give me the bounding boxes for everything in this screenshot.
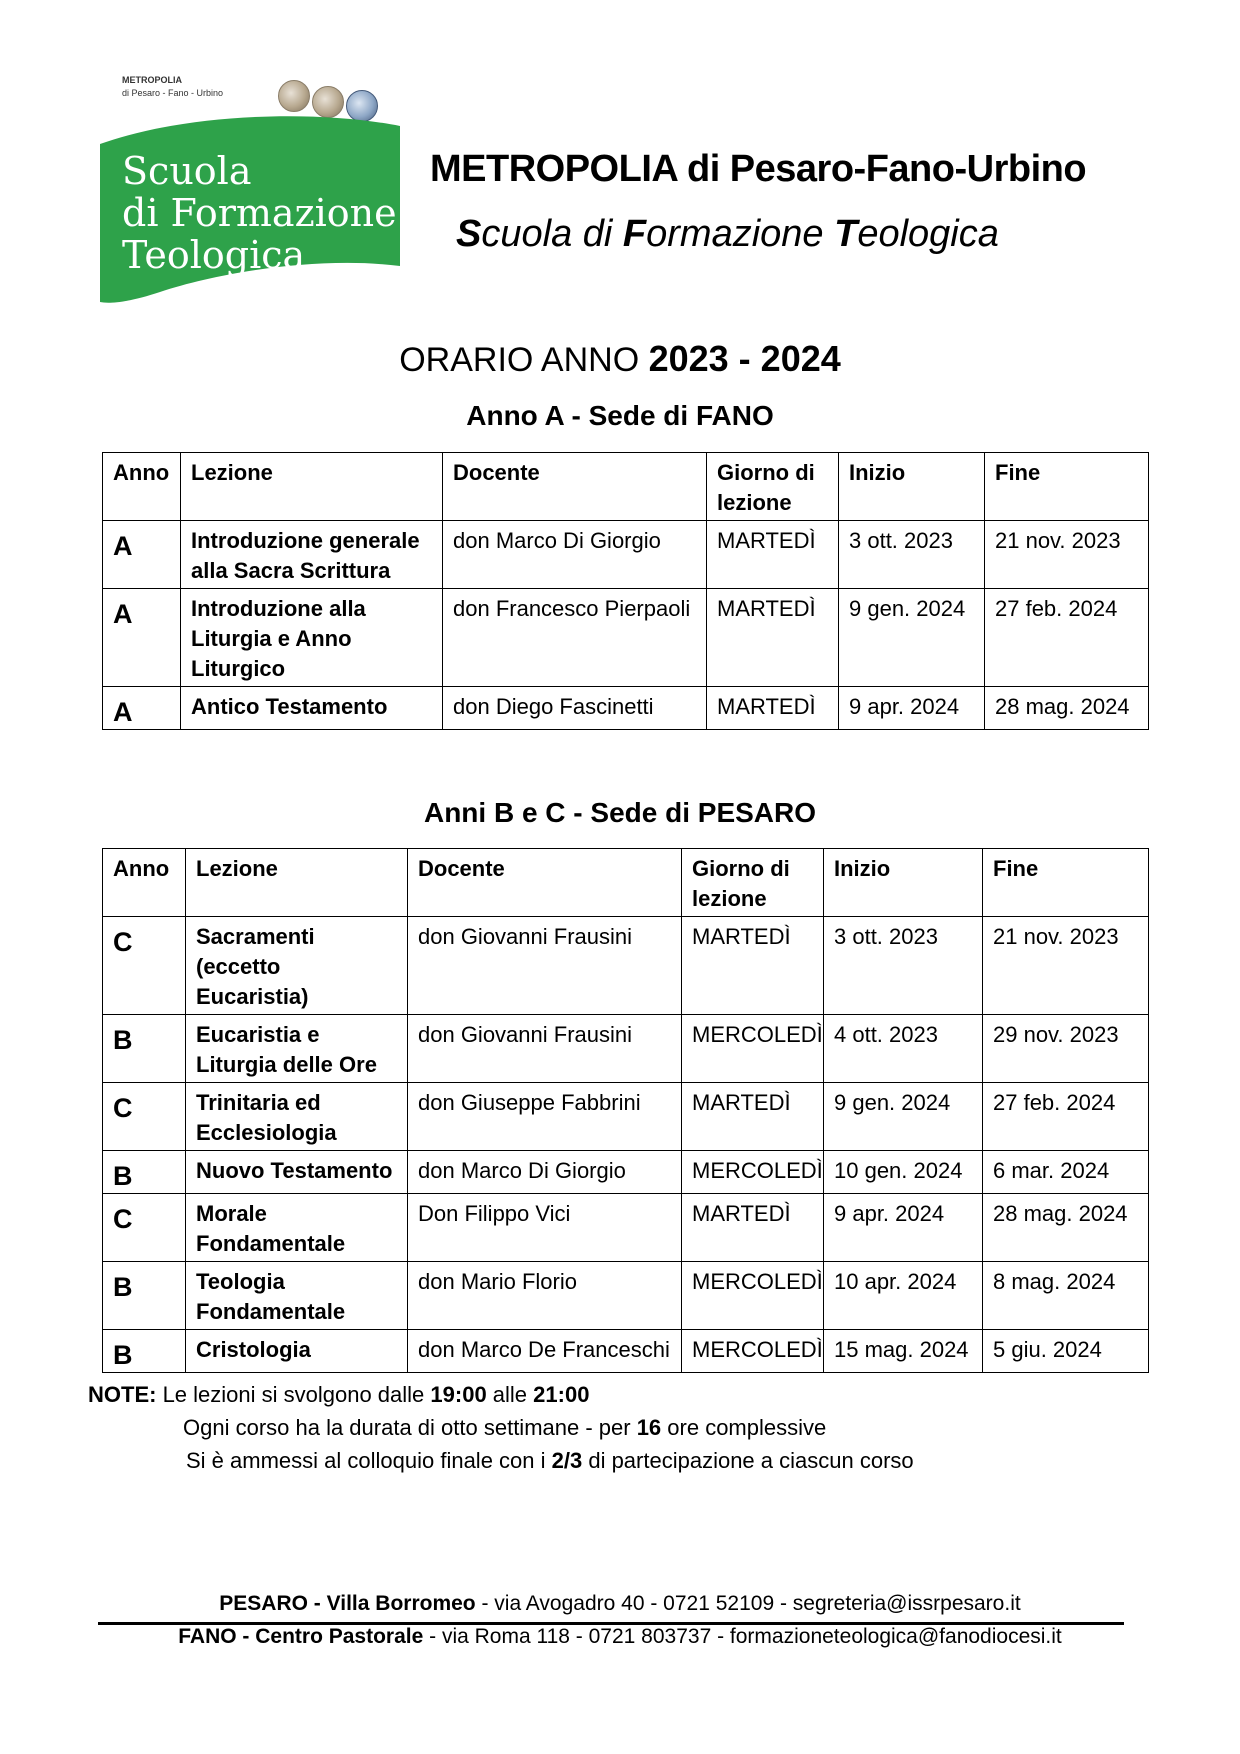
row-inizio: 9 gen. 2024 <box>839 589 985 687</box>
row-fine: 28 mag. 2024 <box>985 687 1149 730</box>
row-giorno: MARTEDÌ <box>682 1194 824 1262</box>
row-lezione: Eucaristia e Liturgia delle Ore <box>186 1015 408 1083</box>
row-lezione: Morale Fondamentale <box>186 1194 408 1262</box>
row-giorno: MARTEDÌ <box>707 589 839 687</box>
row-docente: don Giovanni Frausini <box>408 1015 682 1083</box>
col-header-fine: Fine <box>983 849 1149 917</box>
row-fine: 29 nov. 2023 <box>983 1015 1149 1083</box>
row-docente: don Giuseppe Fabbrini <box>408 1083 682 1151</box>
row-inizio: 9 gen. 2024 <box>824 1083 983 1151</box>
note-text: alle <box>486 1382 534 1407</box>
note-fraction: 2/3 <box>551 1448 583 1473</box>
note-hours: 16 <box>636 1415 662 1440</box>
note-time-end: 21:00 <box>533 1382 590 1407</box>
logo-caption <box>122 74 223 100</box>
note-line-2 <box>88 1411 914 1444</box>
row-inizio: 3 ott. 2023 <box>824 917 983 1015</box>
seal-pesaro-icon <box>278 80 310 112</box>
title-bold: METROPOLIA <box>430 148 677 190</box>
note-text: di partecipazione a ciascun corso <box>582 1448 914 1473</box>
col-header-giorno: Giorno di lezione <box>682 849 824 917</box>
row-anno: C <box>103 1194 186 1262</box>
row-fine: 21 nov. 2023 <box>985 521 1149 589</box>
table-row <box>103 1083 1149 1151</box>
row-giorno: MARTEDÌ <box>707 521 839 589</box>
note-text: Si è ammessi al colloquio finale con i <box>186 1448 552 1473</box>
note-text: Ogni corso ha la durata di otto settimane - per <box>183 1415 637 1440</box>
logo-caption-line1: METROPOLIA <box>122 75 182 85</box>
col-header-inizio: Inizio <box>839 453 985 521</box>
table-row <box>103 1151 1149 1194</box>
col-header-docente: Docente <box>408 849 682 917</box>
row-lezione: Antico Testamento <box>181 687 443 730</box>
row-lezione: Introduzione generale alla Sacra Scrittura <box>181 521 443 589</box>
col-header-lezione: Lezione <box>186 849 408 917</box>
logo-text-line1: Scuola <box>122 149 252 193</box>
table-header-row <box>103 453 1149 521</box>
row-docente: don Diego Fascinetti <box>443 687 707 730</box>
page-subtitle <box>456 213 999 256</box>
row-giorno: MARTEDÌ <box>682 1083 824 1151</box>
footer-pesaro <box>0 1592 1240 1616</box>
table-row <box>103 1262 1149 1330</box>
footer-fano <box>0 1625 1240 1649</box>
table-row <box>103 1015 1149 1083</box>
row-inizio: 10 gen. 2024 <box>824 1151 983 1194</box>
row-inizio: 3 ott. 2023 <box>839 521 985 589</box>
schedule-table-b <box>102 848 1149 1373</box>
row-fine: 27 feb. 2024 <box>983 1083 1149 1151</box>
subtitle-t-rest: eologica <box>857 213 999 255</box>
schedule-table-a <box>102 452 1149 730</box>
year-prefix: ORARIO ANNO <box>399 341 649 379</box>
page-title <box>430 148 1086 191</box>
row-giorno: MERCOLEDÌ <box>682 1330 824 1373</box>
year-title <box>0 338 1240 380</box>
table-row <box>103 1194 1149 1262</box>
footer-pesaro-contacts: - via Avogadro 40 - 0721 52109 - segreteria@issrpesaro.it <box>475 1592 1021 1615</box>
row-anno: B <box>103 1330 186 1373</box>
row-anno: A <box>103 521 181 589</box>
row-docente: don Giovanni Frausini <box>408 917 682 1015</box>
subtitle-s: S <box>456 213 482 255</box>
section-b-title: Anni B e C - Sede di PESARO <box>423 797 817 828</box>
subtitle-f: F <box>622 213 647 255</box>
col-header-lezione: Lezione <box>181 453 443 521</box>
row-inizio: 15 mag. 2024 <box>824 1330 983 1373</box>
row-anno: B <box>103 1262 186 1330</box>
logo-text-line3: Teologica <box>122 233 306 277</box>
row-giorno: MERCOLEDÌ <box>682 1151 824 1194</box>
section-a-title: Anno A - Sede di FANO <box>466 400 774 431</box>
row-fine: 8 mag. 2024 <box>983 1262 1149 1330</box>
table-row <box>103 917 1149 1015</box>
school-logo <box>100 72 400 304</box>
row-inizio: 4 ott. 2023 <box>824 1015 983 1083</box>
col-header-inizio: Inizio <box>824 849 983 917</box>
footer-pesaro-name: PESARO - Villa Borromeo <box>219 1592 476 1615</box>
col-header-fine: Fine <box>985 453 1149 521</box>
table-row <box>103 1330 1149 1373</box>
footer-fano-contacts: - via Roma 118 - 0721 803737 - formazioneteologica@fanodiocesi.it <box>423 1625 1062 1648</box>
table-row <box>103 589 1149 687</box>
row-giorno: MERCOLEDÌ <box>682 1015 824 1083</box>
note-line-3 <box>88 1444 914 1477</box>
row-anno: B <box>103 1151 186 1194</box>
row-anno: A <box>103 687 181 730</box>
row-inizio: 9 apr. 2024 <box>839 687 985 730</box>
table-row <box>103 687 1149 730</box>
note-time-start: 19:00 <box>430 1382 487 1407</box>
row-fine: 21 nov. 2023 <box>983 917 1149 1015</box>
note-line-1 <box>88 1378 914 1411</box>
notes <box>88 1378 914 1477</box>
row-lezione: Cristologia <box>186 1330 408 1373</box>
seal-fano-icon <box>312 86 344 118</box>
row-inizio: 9 apr. 2024 <box>824 1194 983 1262</box>
row-docente: Don Filippo Vici <box>408 1194 682 1262</box>
subtitle-t: T <box>834 213 858 255</box>
col-header-anno: Anno <box>103 453 181 521</box>
row-docente: don Marco De Franceschi <box>408 1330 682 1373</box>
row-anno: C <box>103 917 186 1015</box>
subtitle-s-rest: cuola di <box>481 213 623 255</box>
row-lezione: Trinitaria ed Ecclesiologia <box>186 1083 408 1151</box>
row-fine: 27 feb. 2024 <box>985 589 1149 687</box>
row-inizio: 10 apr. 2024 <box>824 1262 983 1330</box>
row-docente: don Mario Florio <box>408 1262 682 1330</box>
row-docente: don Marco Di Giorgio <box>443 521 707 589</box>
col-header-docente: Docente <box>443 453 707 521</box>
col-header-anno: Anno <box>103 849 186 917</box>
row-fine: 28 mag. 2024 <box>983 1194 1149 1262</box>
row-docente: don Francesco Pierpaoli <box>443 589 707 687</box>
footer-fano-name: FANO - Centro Pastorale <box>178 1625 424 1648</box>
row-lezione: Introduzione alla Liturgia e Anno Liturgico <box>181 589 443 687</box>
table-row <box>103 521 1149 589</box>
col-header-giorno: Giorno di lezione <box>707 453 839 521</box>
row-lezione: Teologia Fondamentale <box>186 1262 408 1330</box>
row-anno: A <box>103 589 181 687</box>
note-label: NOTE: <box>88 1382 157 1407</box>
row-anno: B <box>103 1015 186 1083</box>
row-lezione: Sacramenti (eccetto Eucaristia) <box>186 917 408 1015</box>
note-text: ore complessive <box>661 1415 827 1440</box>
note-text: Le lezioni si svolgono dalle <box>156 1382 431 1407</box>
row-anno: C <box>103 1083 186 1151</box>
logo-text-line2: di Formazione <box>122 191 397 235</box>
row-giorno: MARTEDÌ <box>707 687 839 730</box>
row-lezione: Nuovo Testamento <box>186 1151 408 1194</box>
logo-text <box>122 150 397 276</box>
year-range: 2023 - 2024 <box>648 338 841 379</box>
row-docente: don Marco Di Giorgio <box>408 1151 682 1194</box>
logo-caption-line2: di Pesaro - Fano - Urbino <box>122 88 224 98</box>
row-giorno: MARTEDÌ <box>682 917 824 1015</box>
title-rest: di Pesaro-Fano-Urbino <box>676 148 1087 190</box>
row-fine: 6 mar. 2024 <box>983 1151 1149 1194</box>
table-header-row <box>103 849 1149 917</box>
row-fine: 5 giu. 2024 <box>983 1330 1149 1373</box>
subtitle-f-rest: ormazione <box>646 213 835 255</box>
row-giorno: MERCOLEDÌ <box>682 1262 824 1330</box>
